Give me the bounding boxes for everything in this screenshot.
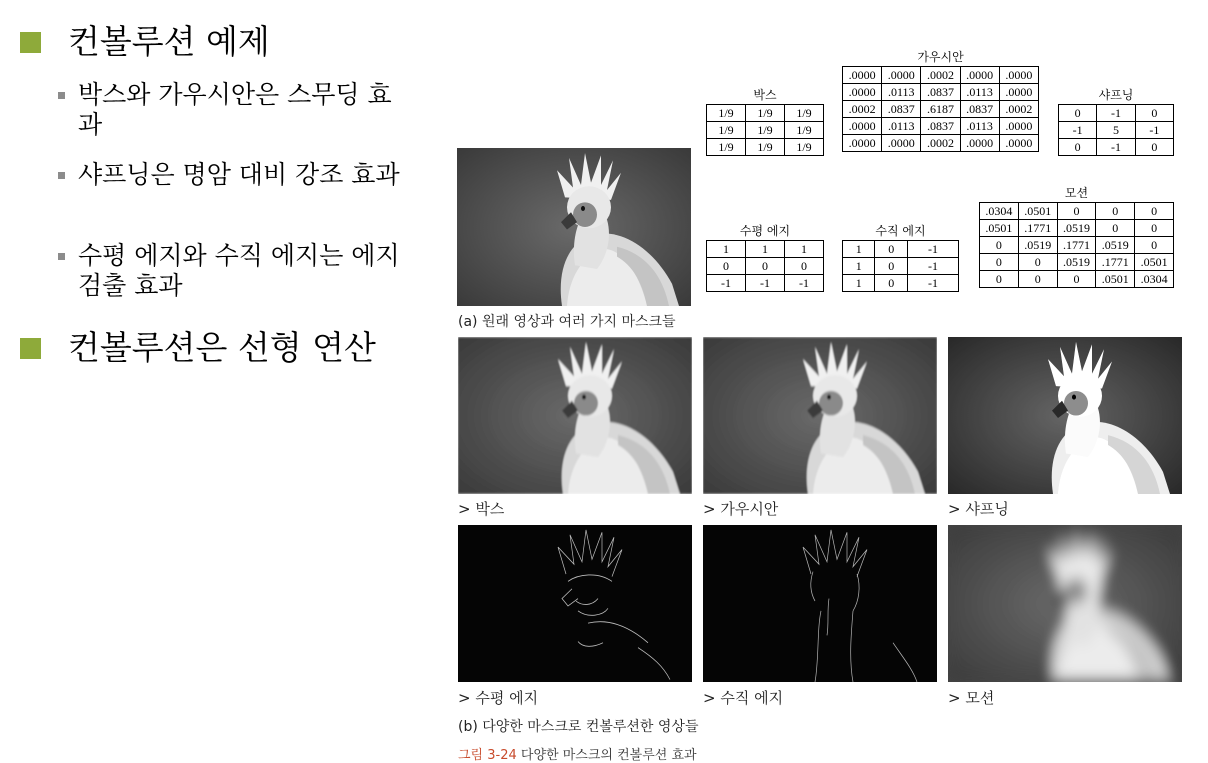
mask-cell: .1771 [1057,237,1096,254]
mask-row [843,135,1039,152]
mask-cell: 1 [843,275,875,292]
bullet-sub-3-text: 수평 에지와 수직 에지는 에지 검출 효과 [78,241,400,300]
mask-cell: 0 [785,258,824,275]
mask-row [980,254,1174,271]
mask-cell: .0000 [843,118,882,135]
mask-cell: .0837 [921,118,960,135]
mask-cell: -1 [1059,122,1097,139]
mask-cell: .0002 [843,101,882,118]
mask-row [707,258,824,275]
bullet-sub-2-text: 샤프닝은 명암 대비 강조 효과 [78,160,400,189]
mask-cell: .0501 [1018,203,1057,220]
mask-row [980,271,1174,288]
square-bullet-icon [20,338,41,359]
mask-row [707,105,824,122]
mask-cell: -1 [1097,139,1135,156]
mask-cell: .0837 [960,101,999,118]
bullet-main-1-text: 컨볼루션 예제 [68,22,270,61]
mask-cell: 0 [875,258,907,275]
motion-result-caption: > 모션 [948,689,995,707]
mask-cell: .0002 [921,135,960,152]
bullet-main-1 [20,22,270,62]
mask-cell: 0 [1057,271,1096,288]
box-result-image [458,337,692,494]
mask-cell: .0002 [921,67,960,84]
mask-cell: 0 [875,241,907,258]
mask-cell: 1/9 [746,122,785,139]
mask-row [1059,122,1174,139]
mask-cell: 0 [1018,271,1057,288]
mask-cell: .1771 [1018,220,1057,237]
vertical-edge-mask-table [842,240,959,292]
mask-cell: .0000 [999,118,1038,135]
box-mask-title: 박스 [753,88,777,102]
mask-cell: .0519 [1057,254,1096,271]
mask-cell: 1 [843,241,875,258]
mask-cell: 1/9 [707,139,746,156]
mask-cell: 1/9 [707,105,746,122]
motion-mask-table [979,202,1174,288]
mask-cell: 0 [707,258,746,275]
mask-cell: .0501 [1135,254,1174,271]
mask-cell: 0 [980,271,1019,288]
bullet-sub-1 [58,80,418,140]
original-image [457,148,691,306]
mask-cell: .0000 [882,67,921,84]
mask-cell: .0519 [1018,237,1057,254]
mask-row [843,67,1039,84]
mask-cell: .0113 [882,84,921,101]
mask-cell: .0000 [882,135,921,152]
mask-cell: .0002 [999,101,1038,118]
part-a-caption: (a) 원래 영상과 여러 가지 마스크들 [458,314,676,330]
mask-cell: 1 [843,258,875,275]
mask-cell: 1 [785,241,824,258]
gaussian-result-caption: > 가우시안 [703,500,779,518]
mask-row [843,84,1039,101]
bullet-sub-2 [58,160,418,190]
small-square-bullet-icon [58,172,65,179]
mask-cell: -1 [1097,105,1135,122]
mask-cell: -1 [1135,122,1173,139]
mask-cell: .0000 [843,84,882,101]
mask-cell: .0000 [960,67,999,84]
mask-cell: 0 [1135,203,1174,220]
mask-cell: .0113 [882,118,921,135]
gaussian-mask-table [842,66,1039,152]
mask-row [843,241,959,258]
gaussian-result-image [703,337,937,494]
vertical-edge-result-caption: > 수직 에지 [703,689,784,707]
mask-cell: .0519 [1057,220,1096,237]
mask-cell: 0 [1135,220,1174,237]
motion-mask-title: 모션 [1064,186,1089,200]
mask-row [707,122,824,139]
mask-cell: .0837 [921,84,960,101]
mask-cell: 0 [1018,254,1057,271]
small-square-bullet-icon [58,253,65,260]
mask-row [980,203,1174,220]
horizontal-edge-mask-title: 수평 에지 [739,224,791,238]
mask-cell: 0 [1057,203,1096,220]
sharpen-mask-table [1058,104,1174,156]
mask-cell: 1/9 [746,105,785,122]
mask-cell: .0304 [980,203,1019,220]
figure-caption-text: 다양한 마스크의 컨볼루션 효과 [520,748,697,763]
bullet-main-2-text: 컨볼루션은 선형 연산 [68,328,376,367]
mask-row [843,101,1039,118]
vertical-edge-mask-title: 수직 에지 [875,224,926,238]
box-mask-table [706,104,824,156]
motion-result-image [948,525,1182,682]
mask-row [980,237,1174,254]
bullet-main-2 [20,328,376,368]
mask-cell: .0501 [980,220,1019,237]
sharpen-result-image [948,337,1182,494]
mask-cell: .0000 [843,135,882,152]
mask-cell: 1 [707,241,746,258]
mask-cell: .0000 [843,67,882,84]
mask-cell: .0837 [882,101,921,118]
part-b-caption: (b) 다양한 마스크로 컨볼루션한 영상들 [458,719,699,735]
gaussian-mask-title: 가우시안 [917,50,964,64]
figure-label: 그림 3-24 [458,748,517,763]
mask-cell: .0113 [960,84,999,101]
bullet-sub-3 [58,241,418,301]
mask-cell: 0 [746,258,785,275]
mask-row [707,275,824,292]
mask-cell: .0113 [960,118,999,135]
mask-cell: .0000 [999,84,1038,101]
mask-row [843,118,1039,135]
mask-cell: .6187 [921,101,960,118]
mask-cell: 0 [1135,105,1173,122]
mask-cell: .0000 [960,135,999,152]
mask-cell: 1/9 [785,122,824,139]
mask-cell: 1/9 [707,122,746,139]
mask-cell: 0 [1135,139,1173,156]
square-bullet-icon [20,32,41,53]
mask-row [707,139,824,156]
mask-cell: -1 [907,241,958,258]
bullet-sub-1-text: 박스와 가우시안은 스무딩 효과 [78,80,392,139]
mask-cell: .0501 [1096,271,1135,288]
mask-cell: 0 [1059,139,1097,156]
mask-cell: 1/9 [785,139,824,156]
mask-cell: 0 [1135,237,1174,254]
mask-cell: 0 [875,275,907,292]
mask-row [707,241,824,258]
sharpen-result-caption: > 샤프닝 [948,500,1009,518]
small-square-bullet-icon [58,92,65,99]
mask-cell: 1/9 [746,139,785,156]
mask-cell: 0 [980,254,1019,271]
mask-cell: -1 [785,275,824,292]
mask-cell: -1 [746,275,785,292]
mask-cell: 5 [1097,122,1135,139]
mask-row [1059,105,1174,122]
horizontal-edge-mask-table [706,240,824,292]
sharpen-mask-title: 샤프닝 [1098,88,1134,102]
mask-cell: 0 [980,237,1019,254]
mask-cell: .1771 [1096,254,1135,271]
box-result-caption: > 박스 [458,500,505,518]
mask-cell: 1/9 [785,105,824,122]
horizontal-edge-result-image [458,525,692,682]
mask-cell: .0000 [999,67,1038,84]
mask-row [843,258,959,275]
mask-row [1059,139,1174,156]
mask-row [843,275,959,292]
mask-cell: .0000 [999,135,1038,152]
horizontal-edge-result-caption: > 수평 에지 [458,689,539,707]
mask-cell: 1 [746,241,785,258]
mask-cell: -1 [707,275,746,292]
mask-row [980,220,1174,237]
mask-cell: 0 [1096,220,1135,237]
mask-cell: .0519 [1096,237,1135,254]
vertical-edge-result-image [703,525,937,682]
mask-cell: .0304 [1135,271,1174,288]
mask-cell: -1 [907,258,958,275]
mask-cell: 0 [1059,105,1097,122]
mask-cell: -1 [907,275,958,292]
mask-cell: 0 [1096,203,1135,220]
